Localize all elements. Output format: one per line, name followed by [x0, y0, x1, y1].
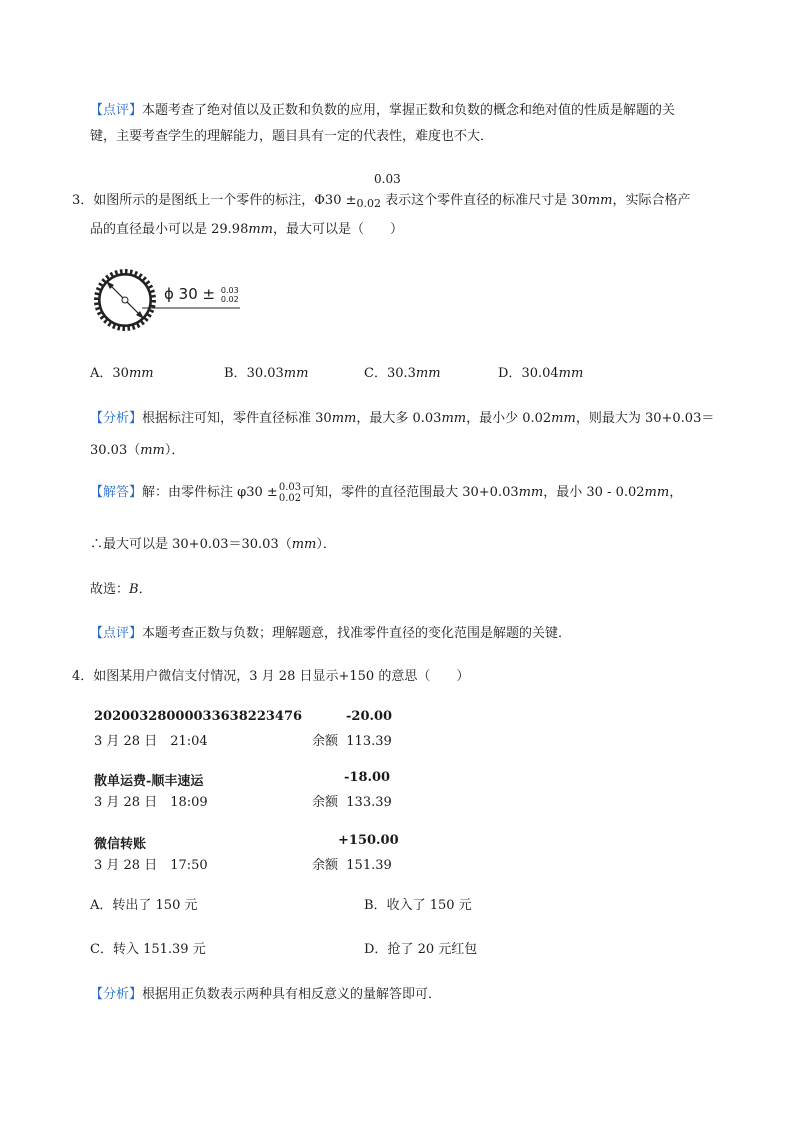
record-amount: +150.00	[338, 833, 399, 848]
q3-question	[72, 188, 732, 243]
q4-option-d[interactable]: D．抢了 20 元红包	[364, 942, 478, 957]
record-amount: -18.00	[344, 770, 391, 785]
record-amount: -20.00	[346, 709, 393, 724]
q3-option-a[interactable]: A．30mm	[90, 366, 154, 381]
analysis-tag: 【分析】	[90, 411, 143, 426]
review-line-2: 键，主要考查学生的理解能力，题目具有一定的代表性，难度也不大．	[90, 129, 494, 144]
review-tag: 【点评】	[90, 103, 143, 118]
gear-figure	[92, 264, 252, 340]
q3-option-d[interactable]: D．30.04mm	[498, 366, 584, 381]
record-date: 3 月 28 日 17:50	[94, 858, 208, 873]
q3-choice: 故选：B．	[90, 582, 152, 597]
q3-option-c[interactable]: C．30.3mm	[364, 366, 441, 381]
gear-icon	[94, 269, 156, 331]
record-balance: 余额 151.39	[312, 858, 392, 873]
q3-therefore: ∴最大可以是 30+0.03＝30.03（mm）．	[90, 537, 336, 552]
review-line-1: 【点评】本题考查了绝对值以及正数和负数的应用，掌握正数和负数的概念和绝对值的性质是解题的关	[90, 103, 676, 118]
q3-answer: 【解答】解：由零件标注 φ30 ± 0.03 0.02 可知，零件的直径范围最大 30+0.03mm，最小 30 - 0.02mm，	[90, 481, 683, 504]
q4-option-c[interactable]: C．转入 151.39 元	[90, 942, 206, 957]
figure-fraction: 0.03 0.02	[220, 285, 239, 304]
answer-fraction: 0.03 0.02	[278, 481, 302, 504]
q3-line-2: 品的直径最小可以是 29.98mm，最大可以是（ ）	[90, 222, 404, 237]
review-paragraph	[90, 98, 730, 150]
q4-question: 4．如图某用户微信支付情况，3 月 28 日显示+150 的意思（ ）	[72, 669, 470, 684]
record-balance: 余额 133.39	[312, 795, 392, 810]
record-date: 3 月 28 日 21:04	[94, 734, 208, 749]
q3-line-1: 3．如图所示的是图纸上一个零件的标注，$\Phi 30 \pm_{0.02}$ 表示这个零件直径的标准尺寸是 30mm，实际合格产	[72, 193, 691, 210]
figure-annotation: ϕ 30 ± 0.03 0.02	[164, 285, 239, 304]
record-title: 微信转账	[94, 837, 147, 852]
record-balance: 余额 113.39	[312, 734, 392, 749]
review-tag-2: 【点评】	[90, 626, 143, 641]
q3-frac-top: 0.03	[374, 172, 401, 186]
gear-hub	[122, 297, 128, 303]
answer-tag: 【解答】	[90, 485, 143, 500]
record-title: 散单运费-顺丰速运	[94, 774, 204, 789]
q4-option-b[interactable]: B．收入了 150 元	[364, 898, 472, 913]
record-title: 20200328000033638223476	[94, 709, 303, 724]
q3-review: 【点评】本题考查正数与负数；理解题意，找准零件直径的变化范围是解题的关键．	[90, 626, 572, 641]
q3-option-b[interactable]: B．30.03mm	[224, 366, 309, 381]
record-date: 3 月 28 日 18:09	[94, 795, 208, 810]
q4-analysis: 【分析】根据用正负数表示两种具有相反意义的量解答即可．	[90, 987, 442, 1002]
q3-analysis: 【分析】根据标注可知，零件直径标准 30mm，最大多 0.03mm，最小少 0.02mm，则最大为 30+0.03＝ 30.03（mm）．	[90, 411, 715, 458]
q4-option-a[interactable]: A．转出了 150 元	[90, 898, 198, 913]
analysis-tag-2: 【分析】	[90, 987, 143, 1002]
